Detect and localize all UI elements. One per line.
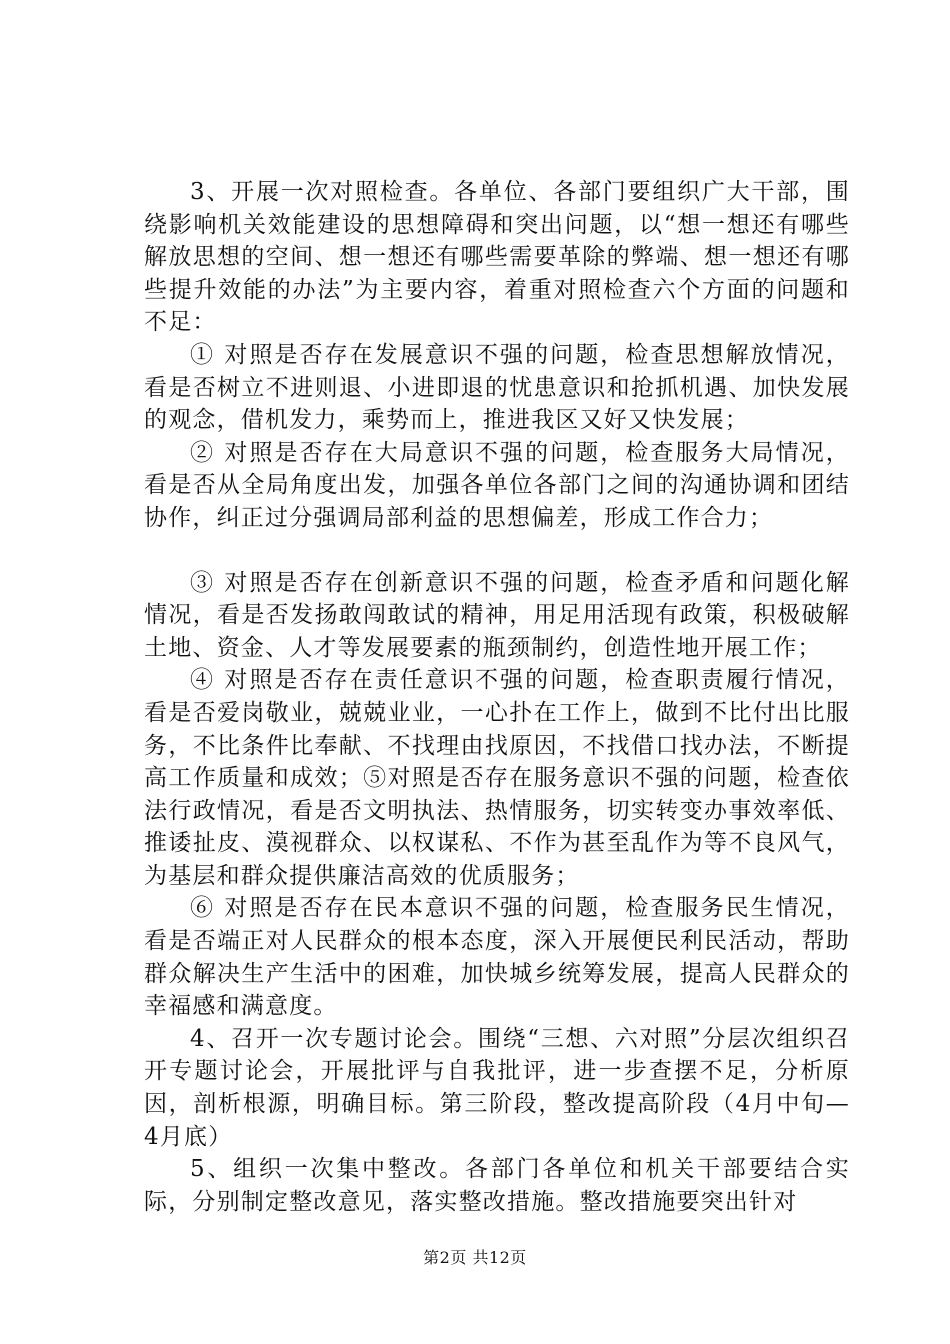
document-body — [144, 176, 850, 1218]
paragraph-check-2: ② 对照是否存在大局意识不强的问题，检查服务大局情况，看是否从全局角度出发，加强各单位各部门之间的沟通协调和团结协作，纠正过分强调局部利益的思想偏差，形成工作合力； — [144, 439, 850, 531]
paragraph-item-3: 3、开展一次对照检查。各单位、各部门要组织广大干部，围绕影响机关效能建设的思想障碍和突出问题，以“想一想还有哪些解放思想的空间、想一想还有哪些需要革除的弊端、想一想还有哪些提升效能的办法”为主要内容，着重对照检查六个方面的问题和不足： — [144, 179, 850, 336]
paragraph-check-1: ① 对照是否存在发展意识不强的问题，检查思想解放情况，看是否树立不进则退、小进即退的忧患意识和抢抓机遇、加快发展的观念，借机发力，乘势而上，推进我区又好又快发展； — [144, 341, 850, 434]
paragraph-check-4-5: ④ 对照是否存在责任意识不强的问题，检查职责履行情况，看是否爱岗敬业，兢兢业业，一心扑在工作上，做到不比付出比服务，不比条件比奉献、不找理由找原因，不找借口找办法，不断提高工作质量和成效；⑤对照是否存在服务意识不强的问题，检查依法行政情况，看是否文明执法、热情服务，切实转变办事效率低、推诿扯皮、漠视群众、以权谋私、不作为甚至乱作为等不良风气，为基层和群众提供廉洁高效的优质服务； — [144, 667, 850, 889]
paragraph-check-6: ⑥ 对照是否存在民本意识不强的问题，检查服务民生情况，看是否端正对人民群众的根本态度，深入开展便民利民活动，帮助群众解决生产生活中的困难，加快城乡统筹发展，提高人民群众的幸福感和满意度。 — [144, 895, 850, 1020]
paragraph-item-4: 4、召开一次专题讨论会。围绕“三想、六对照”分层次组织召开专题讨论会，开展批评与自我批评，进一步查摆不足，分析原因，剖析根源，明确目标。第三阶段，整改提高阶段（4月中旬—4月底） — [144, 1025, 850, 1150]
page-footer: 第2页 共12页 — [423, 1248, 527, 1267]
paragraph-check-3: ③ 对照是否存在创新意识不强的问题，检查矛盾和问题化解情况，看是否发扬敢闯敢试的精神，用足用活现有政策，积极破解土地、资金、人才等发展要素的瓶颈制约，创造性地开展工作； — [144, 569, 850, 661]
paragraph-item-5: 5、组织一次集中整改。各部门各单位和机关干部要结合实际，分别制定整改意见，落实整改措施。整改措施要突出针对 — [144, 1156, 850, 1215]
